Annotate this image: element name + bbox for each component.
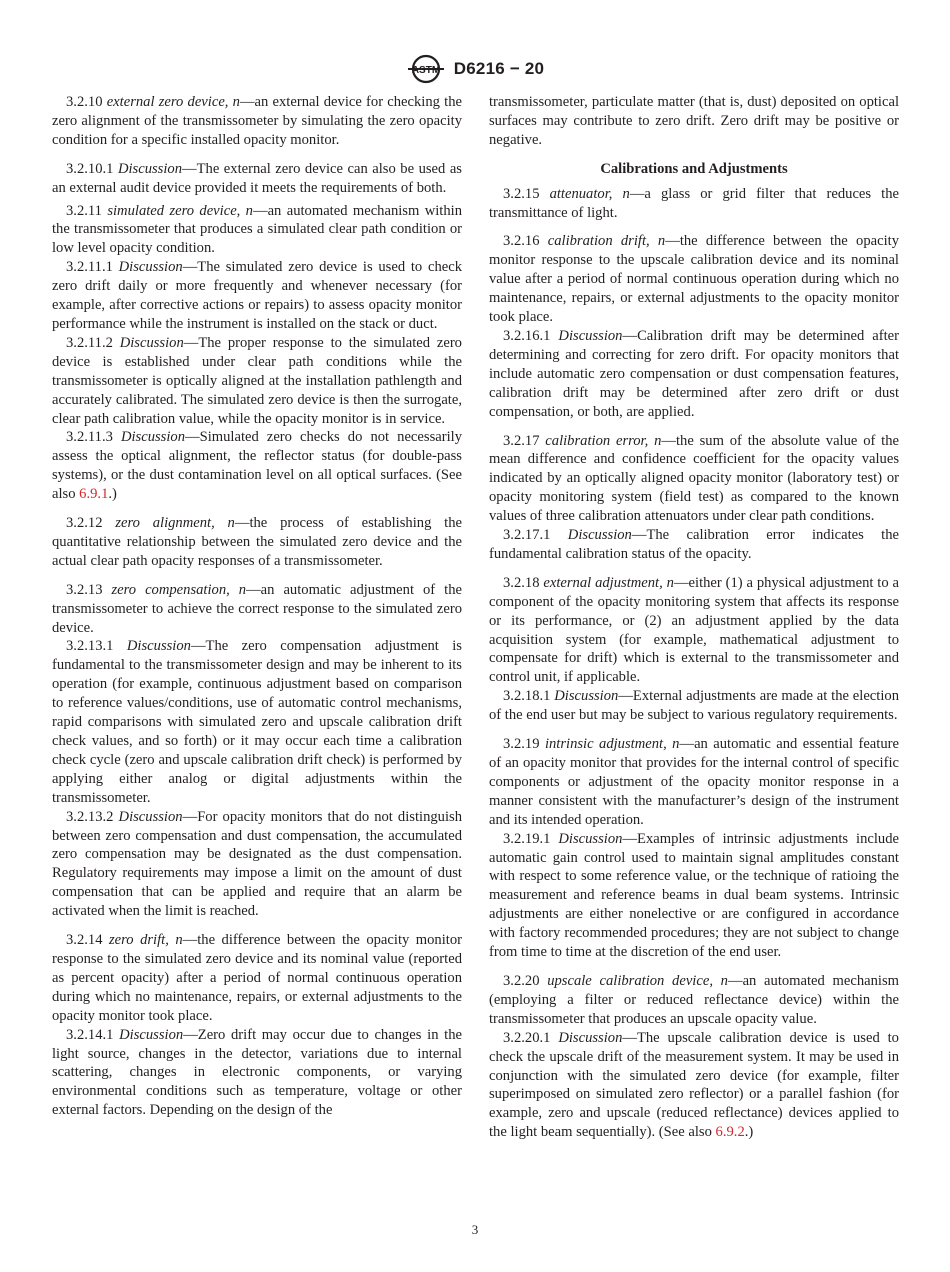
discussion-3-2-11-2: 3.2.11.2 Discussion—The proper response to the simulated zero device is established under clear path conditions while the transmissometer is optically aligned at the installation pathlength and accurately calibrated. The simulated zero device is then the surrogate, clear path calibration value, while the opacity monitor is in service. — [52, 334, 462, 427]
section-heading: Calibrations and Adjustments — [600, 160, 788, 177]
discussion-3-2-14-1: 3.2.14.1 Discussion—Zero drift may occur due to changes in the light source, changes in the detector, variations due to internal scattering, changes in electronic components, or varying environmental conditions such as temperature, voltage or other external factors. Depending on the design of the — [52, 1026, 462, 1119]
discussion-3-2-10-1: 3.2.10.1 Discussion—The external zero device can also be used as an external audit device provided it meets the requirements of both. — [52, 160, 462, 196]
right-column — [489, 93, 899, 1142]
page-header — [0, 52, 950, 86]
document-designation: D6216 − 20 — [453, 59, 545, 78]
definition-3-2-10: 3.2.10 external zero device, n—an external device for checking the zero alignment of the transmissometer by simulating the zero opacity condition for a specific installed opacity monitor. — [52, 94, 462, 148]
definition-3-2-19: 3.2.19 intrinsic adjustment, n—an automatic and essential feature of an opacity monitor that provides for the internal control of specific components or adjustment of the opacity monitor response in a manner consistent with the manufacturer’s design of the instrument and its intended operation. — [489, 736, 899, 828]
definition-3-2-12: 3.2.12 zero alignment, n—the process of establishing the quantitative relationship between the simulated zero device and the actual clear path opacity responses of a transmissometer. — [52, 515, 463, 569]
definition-3-2-13: 3.2.13 zero compensation, n—an automatic adjustment of the transmissometer to achieve the correct response to the simulated zero device. — [52, 581, 462, 636]
discussion-3-2-18-1: 3.2.18.1 Discussion—External adjustments are made at the election of the end user but may be subject to various regulatory requirements. — [489, 688, 899, 724]
discussion-3-2-19-1: 3.2.19.1 Discussion—Examples of intrinsic adjustments include automatic gain control used to maintain signal amplitudes constant with respect to some reference value, or the technique of ratioing the measurement and reference beams in dual beam systems. Intrinsic adjustments are either nonelective or are configured in accordance with factory recommended procedures; they are not subject to change from time to time at the discretion of the end user. — [489, 830, 899, 961]
discussion-3-2-11-3: 3.2.11.3 Discussion—Simulated zero checks do not necessarily assess the optical alignment, the reflector status (for double-pass systems), or the dust contamination level on all optical surfaces. (See also 6.9.1.) — [52, 429, 462, 503]
definition-3-2-20: 3.2.20 upscale calibration device, n—an automated mechanism (employing a filter or reduced reflectance device) within the transmissometer that produces an upscale opacity value. — [489, 972, 899, 1027]
discussion-3-2-11-1: 3.2.11.1 Discussion—The simulated zero device is used to check zero drift daily or more frequently and whenever necessary (for example, after corrective actions or repairs) to assess opacity monitor performance while the instrument is installed on the stack or duct. — [52, 259, 462, 332]
definition-3-2-18: 3.2.18 external adjustment, n—either (1) a physical adjustment to a component of the opacity monitoring system that affects its response or its performance, or (2) an adjustment applied by the data acquisition system (for example, mathematical adjustment to compensate for drift) which is external to the transmissometer and control unit, if applicable. — [489, 574, 900, 686]
page-number: 3 — [471, 1222, 479, 1237]
definition-3-2-14: 3.2.14 zero drift, n—the difference between the opacity monitor response to the simulated zero device and its nominal value (reported as percent opacity) after a period of normal continuous operation during which no maintenance, repairs, or external adjustments to the opacity monitor took place. — [52, 932, 462, 1024]
discussion-3-2-17-1: 3.2.17.1 Discussion—The calibration error indicates the fundamental calibration status of the opacity. — [489, 527, 899, 562]
discussion-3-2-20-1: 3.2.20.1 Discussion—The upscale calibration device is used to check the upscale drift of the measurement system. It may be used in conjunction with the simulated zero device (for example, filter superimposed on simulated zero reflector) or a parallel fashion (for example, zero and upscale (reduced reflectance) devices applied to the light beam sequentially). (See also 6.9.2.) — [489, 1029, 899, 1141]
left-column — [52, 93, 462, 1120]
section-link-6-9-2[interactable]: 6.9.2 — [715, 1124, 745, 1141]
discussion-3-2-16-1: 3.2.16.1 Discussion—Calibration drift may be determined after determining and correcting for zero drift. For opacity monitors that include automatic zero compensation or dust compensation features, calibration drift may be determined after zero drift or dust compensation, or both, are applied. — [489, 327, 899, 420]
definition-3-2-11: 3.2.11 simulated zero device, n—an automated mechanism within the transmissometer that produces a simulated clear path condition or low level opacity condition. — [52, 202, 462, 257]
discussion-3-2-13-1: 3.2.13.1 Discussion—The zero compensation adjustment is fundamental to the transmissometer design and may be inherent to its operation (for example, continuous adjustment based on comparison to reference values/conditions, use of automatic control mechanisms, rapid comparisons with simulated zero and upscale calibration drift check values, and so forth) or it may occur each time a calibration check cycle (zero and upscale calibration drift check) is performed by applying either analog or digital adjustments within the transmissometer. — [52, 638, 462, 806]
section-link-6-9-1[interactable]: 6.9.1 — [79, 486, 109, 503]
discussion-3-2-13-2: 3.2.13.2 Discussion—For opacity monitors that do not distinguish between zero compensation and dust compensation, the accumulated zero compensation may be designated as the dust compensation. Regulatory requirements may impose a limit on the amount of dust compensation that can be applied and require that an alarm be activated when the limit is reached. — [52, 808, 462, 920]
definition-3-2-15: 3.2.15 attenuator, n—a glass or grid filter that reduces the transmittance of light. — [489, 185, 900, 221]
definition-3-2-16: 3.2.16 calibration drift, n—the difference between the opacity monitor response to the upscale calibration device and its nominal value after a period of normal continuous operation during which no maintenance, repairs, or external adjustments to the opacity monitor took place. — [489, 233, 899, 326]
astm-logo-icon — [406, 54, 446, 84]
definition-3-2-17: 3.2.17 calibration error, n—the sum of the absolute value of the mean difference and confidence coefficient for the opacity values indicated by an optically aligned opacity monitor (laboratory test) or opacity monitoring system (field test) as compared to the known values of three calibration attenuators under clear path conditions. — [489, 432, 899, 525]
continued-text: transmissometer, particulate matter (that is, dust) deposited on optical surfaces may contribute to zero drift. Zero drift may be positive or negative. — [489, 94, 899, 148]
svg-text:ASTM: ASTM — [411, 65, 440, 76]
